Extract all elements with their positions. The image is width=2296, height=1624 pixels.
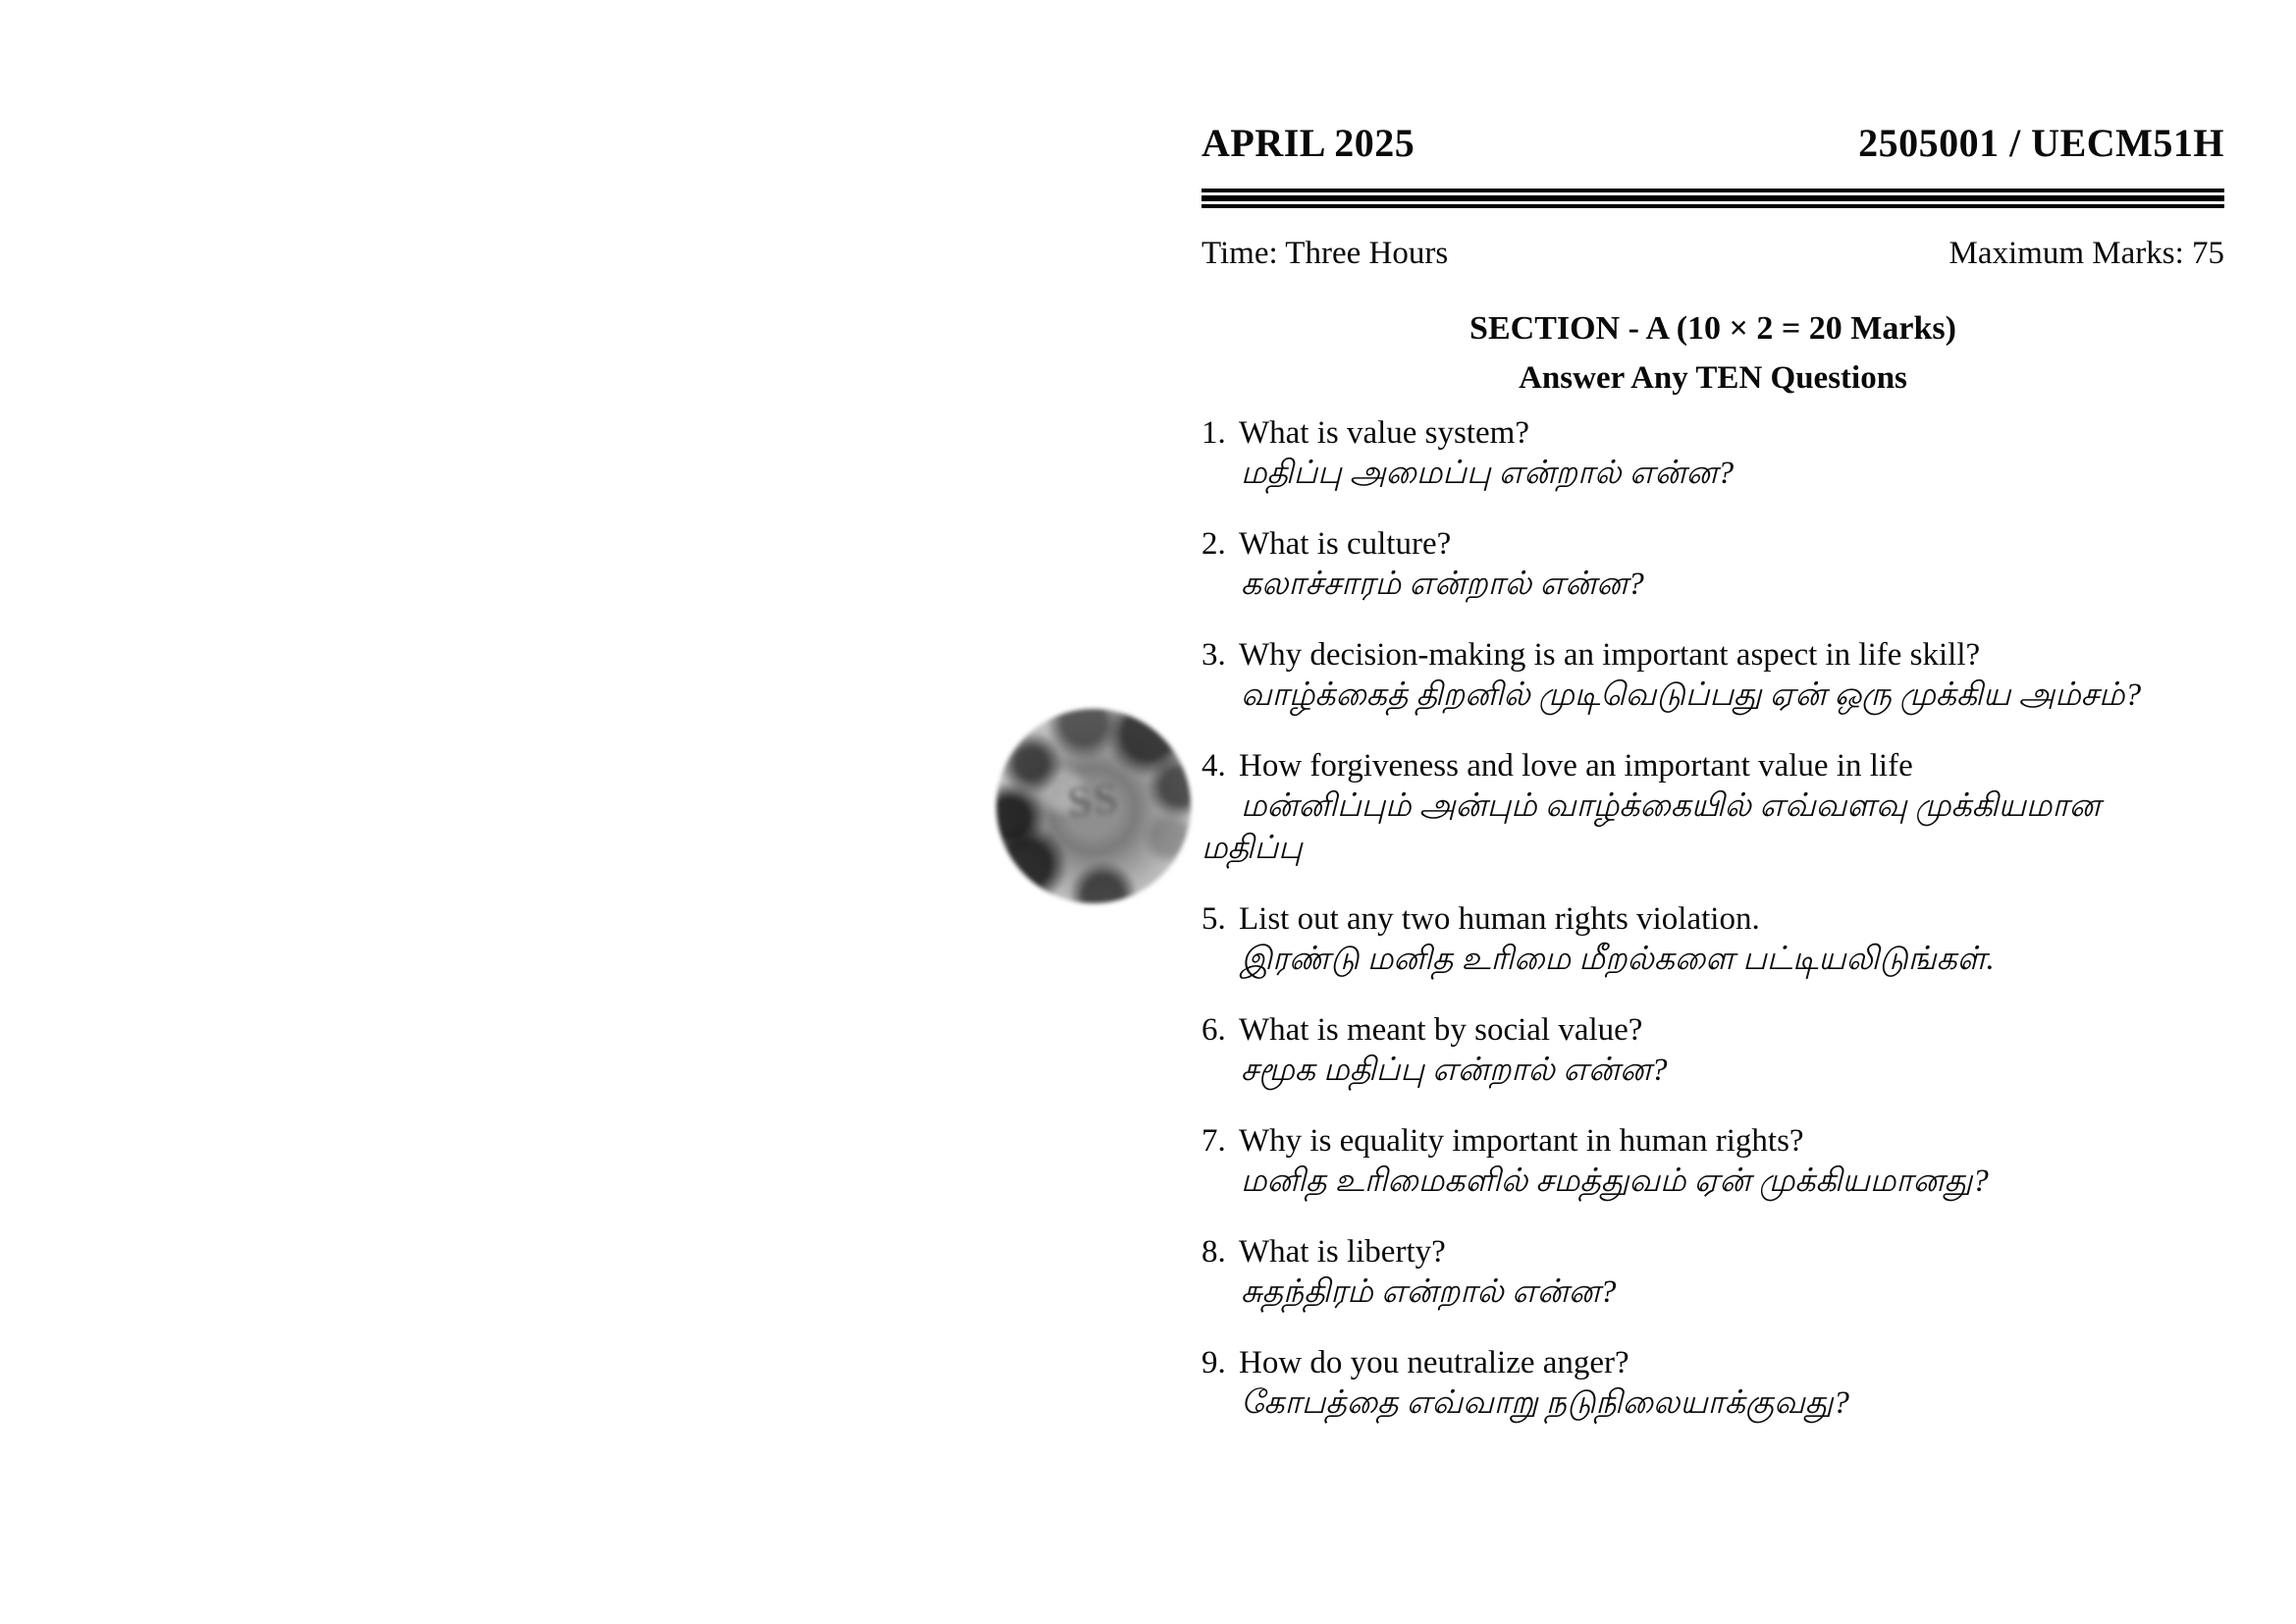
question-english-text: What is liberty? xyxy=(1239,1234,1446,1270)
institution-seal xyxy=(996,709,1191,903)
question-8 xyxy=(1201,1233,2224,1313)
question-english-line xyxy=(1201,900,2224,938)
section-title: SECTION - A (10 × 2 = 20 Marks) xyxy=(1469,310,1956,347)
maximum-marks: Maximum Marks: 75 xyxy=(1949,236,2224,271)
question-tamil-text: மன்னிப்பும் அன்பும் வாழ்க்கையில் எவ்வளவு முக்கியமான xyxy=(1241,788,2101,824)
question-tamil-text: மனித உரிமைகளில் சமத்துவம் ஏன் முக்கியமானது? xyxy=(1241,1164,1989,1199)
question-number: 9. xyxy=(1201,1345,1226,1380)
section-instruction: Answer Any TEN Questions xyxy=(1519,360,1907,396)
question-tamil-text: இரண்டு மனித உரிமை மீறல்களை பட்டியலிடுங்கள். xyxy=(1241,942,1995,977)
question-english-text: List out any two human rights violation. xyxy=(1239,901,1760,937)
question-english-line xyxy=(1201,636,2224,674)
question-number: 3. xyxy=(1201,637,1226,673)
question-number: 6. xyxy=(1201,1012,1226,1048)
question-english-line xyxy=(1201,1233,2224,1271)
question-english-text: What is value system? xyxy=(1239,415,1530,451)
question-3 xyxy=(1201,636,2224,716)
question-english-line xyxy=(1201,1122,2224,1160)
page-content xyxy=(1201,120,2224,1455)
time-allowed: Time: Three Hours xyxy=(1201,236,1449,271)
question-english-text: What is culture? xyxy=(1239,526,1452,562)
paper-code: 2505001 / UECM51H xyxy=(1858,121,2224,165)
question-english-text: Why is equality important in human rights? xyxy=(1239,1123,1804,1159)
question-english-line xyxy=(1201,747,2224,785)
question-tamil-text: சுதந்திரம் என்றால் என்ன? xyxy=(1241,1274,1617,1310)
question-english-line xyxy=(1201,414,2224,452)
question-english-text: How do you neutralize anger? xyxy=(1239,1345,1629,1380)
question-7 xyxy=(1201,1122,2224,1202)
question-tamil-text: வாழ்க்கைத் திறனில் முடிவெடுப்பது ஏன் ஒரு முக்கிய அம்சம்? xyxy=(1241,677,2142,713)
exam-session: APRIL 2025 xyxy=(1201,121,1415,165)
question-english-line xyxy=(1201,1344,2224,1381)
question-tamil-text: மதிப்பு அமைப்பு என்றால் என்ன? xyxy=(1241,456,1735,491)
question-1 xyxy=(1201,414,2224,494)
question-number: 2. xyxy=(1201,526,1226,562)
header-rule xyxy=(1201,189,2224,208)
exam-info xyxy=(1201,234,2224,273)
question-number: 1. xyxy=(1201,415,1226,451)
question-6 xyxy=(1201,1011,2224,1091)
question-tamil-text: கலாச்சாரம் என்றால் என்ன? xyxy=(1241,567,1644,602)
question-tamil-text: சமூக மதிப்பு என்றால் என்ன? xyxy=(1241,1053,1668,1088)
question-2 xyxy=(1201,525,2224,605)
seal-monogram: SS xyxy=(1065,773,1122,828)
question-list xyxy=(1201,414,2224,1424)
question-english-text: Why decision-making is an important aspect in life skill? xyxy=(1239,637,1981,673)
question-number: 8. xyxy=(1201,1234,1226,1270)
question-number: 4. xyxy=(1201,748,1226,784)
question-number: 5. xyxy=(1201,901,1226,937)
question-number: 7. xyxy=(1201,1123,1226,1159)
question-english-text: How forgiveness and love an important value in life xyxy=(1239,748,1913,784)
question-english-line xyxy=(1201,1011,2224,1049)
question-tamil-continuation: மதிப்பு xyxy=(1201,831,1303,866)
question-4 xyxy=(1201,747,2224,869)
question-5 xyxy=(1201,900,2224,980)
header xyxy=(1201,120,2224,167)
question-english-line xyxy=(1201,525,2224,563)
question-english-text: What is meant by social value? xyxy=(1239,1012,1643,1048)
question-9 xyxy=(1201,1344,2224,1424)
question-tamil-text: கோபத்தை எவ்வாறு நடுநிலையாக்குவது? xyxy=(1241,1385,1849,1421)
